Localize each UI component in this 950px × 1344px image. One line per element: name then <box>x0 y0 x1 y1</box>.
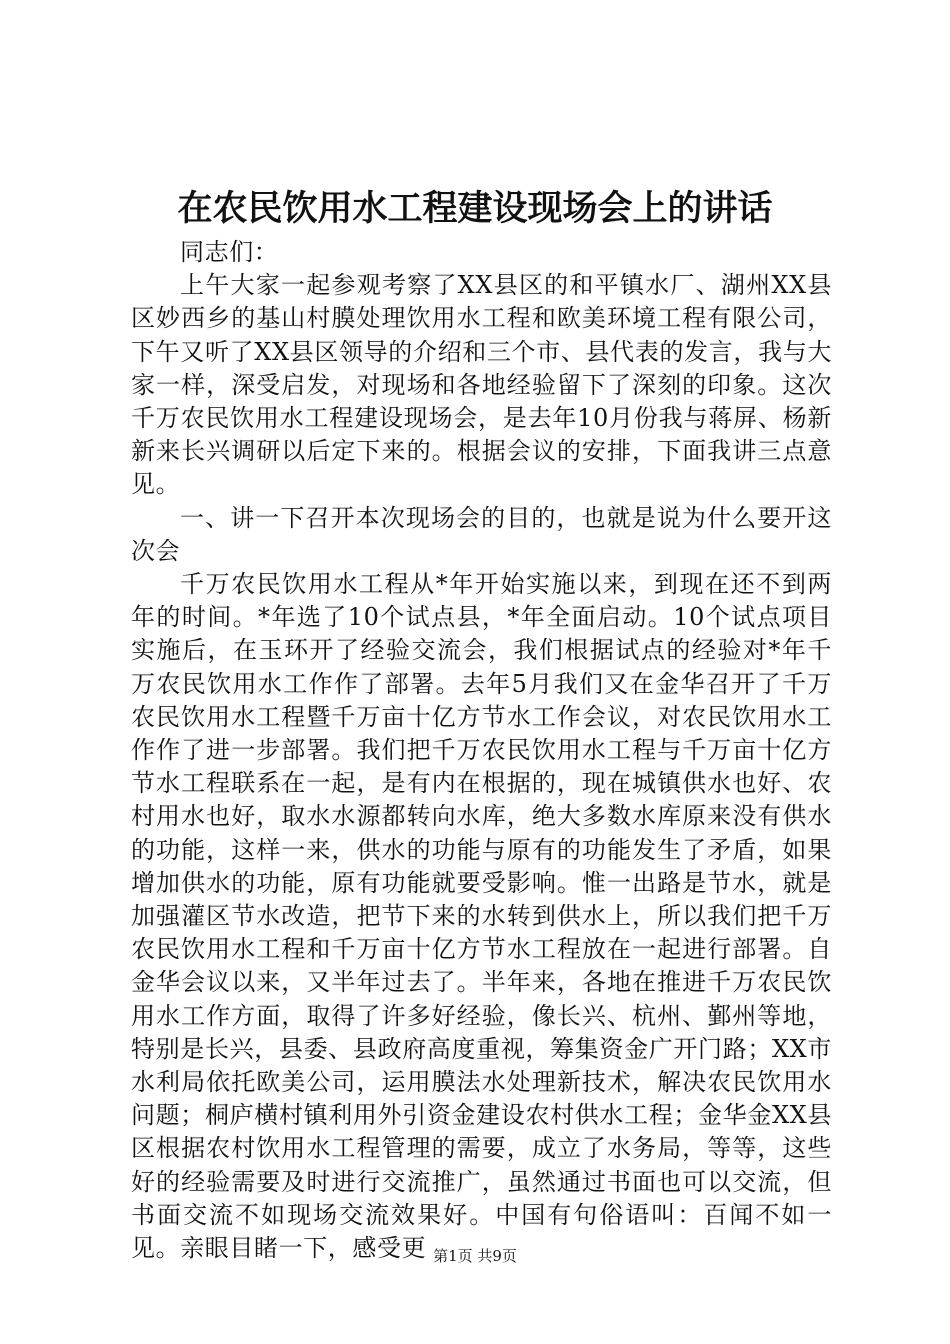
salutation-paragraph: 同志们： <box>180 238 279 266</box>
page-number-footer: 第1页 共9页 <box>433 1247 517 1265</box>
document-title: 在农民饮用水工程建设现场会上的讲话 <box>177 188 773 229</box>
body-paragraph: 千万农民饮用水工程从*年开始实施以来，到现在还不到两年的时间。*年选了10个试点县，*年全面启动。10个试点项目实施后，在玉环开了经验交流会，我们根据试点的经验对*年千万农民饮用水工作作了部署。去年5月我们又在金华召开了千万农民饮用水工程暨千万亩十亿方节水工作会议，对农民饮用水工作作了进一步部署。我们把千万农民饮用水工程与千万亩十亿方节水工程联系在一起，是有内在根据的，现在城镇供水也好、农村用水也好，取水水源都转向水库，绝大多数水库原来没有供水的功能，这样一来，供水的功能与原有的功能发生了矛盾，如果增加供水的功能，原有功能就要受影响。惟一出路是节水，就是加强灌区节水改造，把节下来的水转到供水上，所以我们把千万农民饮用水工程和千万亩十亿方节水工程放在一起进行部署。自金华会议以来，又半年过去了。半年来，各地在推进千万农民饮用水工作方面，取得了许多好经验，像长兴、杭州、鄞州等地，特别是长兴，县委、县政府高度重视，筹集资金广开门路；XX市水利局依托欧美公司，运用膜法水处理新技术，解决农民饮用水问题；桐庐横村镇利用外引资金建设农村供水工程；金华金XX县区根据农村饮用水工程管理的需要，成立了水务局，等等，这些好的经验需要及时进行交流推广，虽然通过书面也可以交流，但书面交流不如现场交流效果好。中国有句俗语叫：百闻不如一见。亲眼目睹一下，感受更 <box>131 570 832 1263</box>
section-heading-paragraph: 一、讲一下召开本次现场会的目的，也就是说为什么要开这次会 <box>131 503 832 565</box>
document-body <box>131 236 832 1265</box>
opening-paragraph: 上午大家一起参观考察了XX县区的和平镇水厂、湖州XX县区妙西乡的基山村膜处理饮用水工程和欧美环境工程有限公司，下午又听了XX县区领导的介绍和三个市、县代表的发言，我与大家一样，深受启发，对现场和各地经验留下了深刻的印象。这次千万农民饮用水工程建设现场会，是去年10月份我与蒋屏、杨新新来长兴调研以后定下来的。根据会议的安排，下面我讲三点意见。 <box>131 271 832 499</box>
